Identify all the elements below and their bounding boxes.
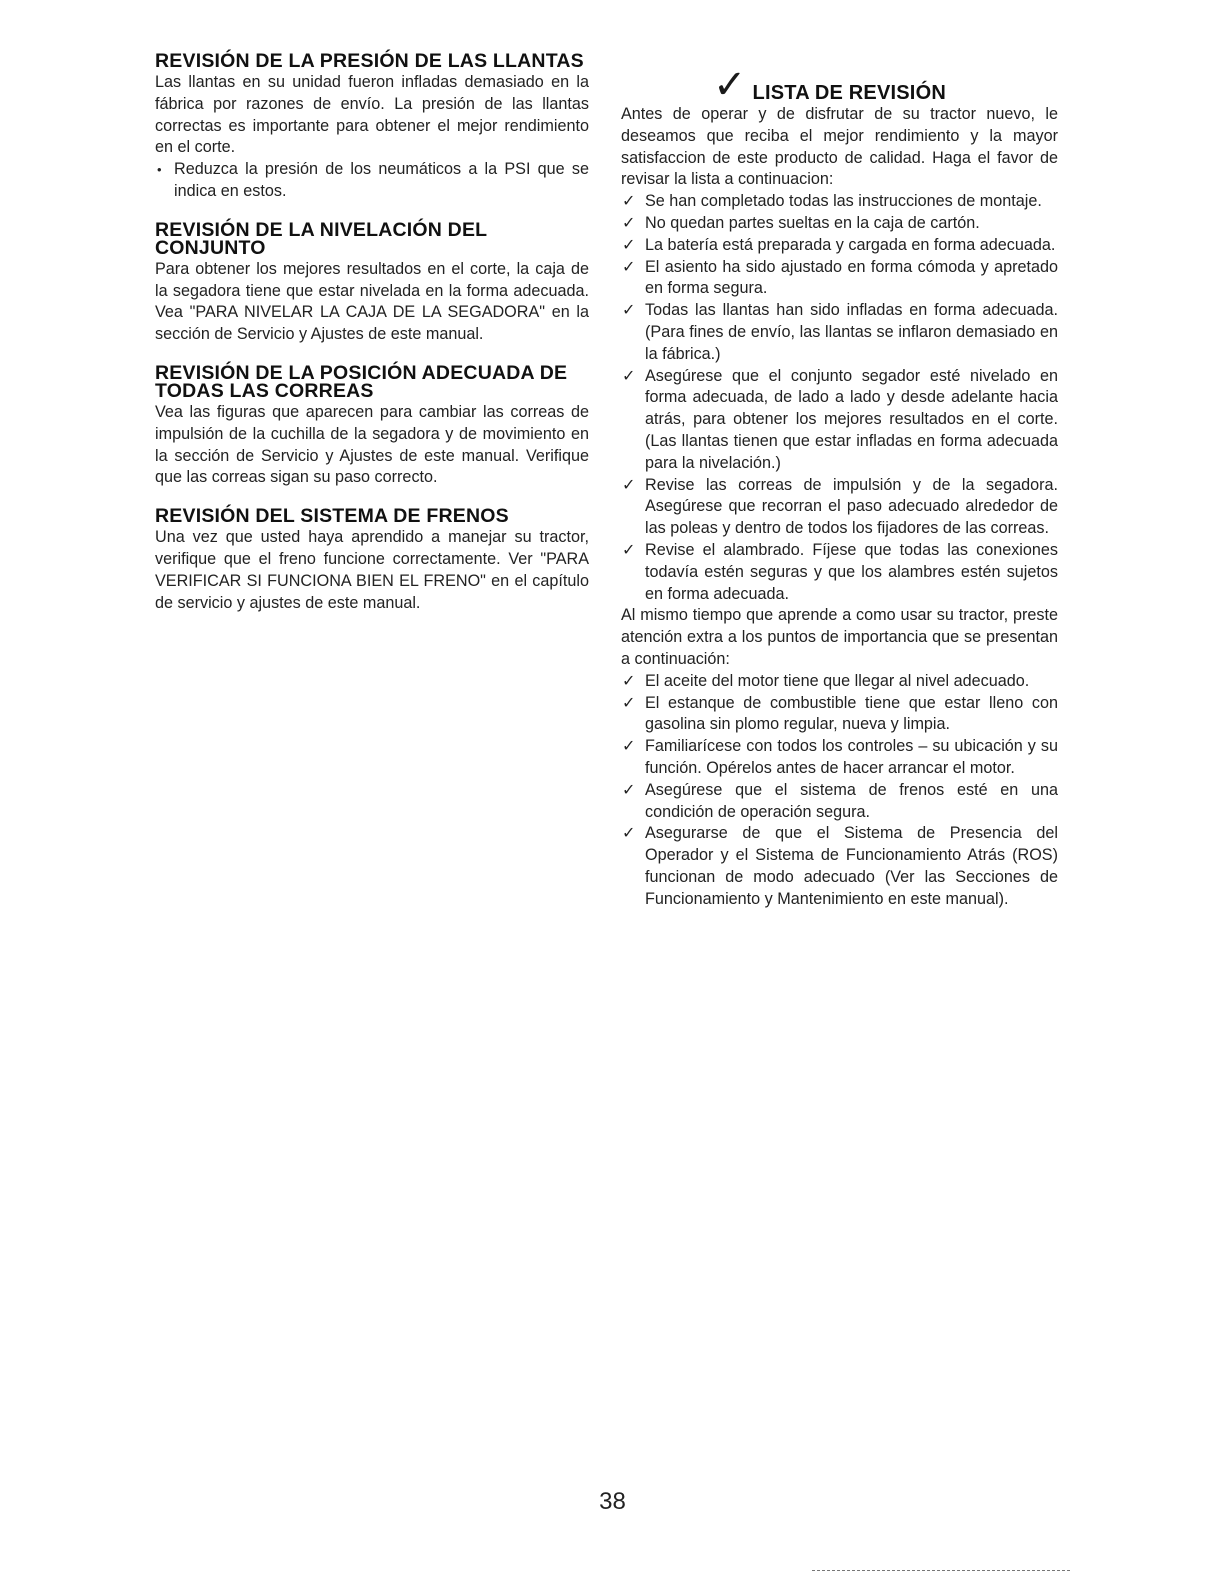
checklist-item xyxy=(621,693,1058,737)
bullet-item: • Reduzca la presión de los neumáticos a la PSI que se indica en estos. xyxy=(155,159,589,203)
checklist-item-text: Asegúrese que el sistema de frenos esté en una condición de operación segura. xyxy=(645,780,1058,821)
checklist-item xyxy=(621,736,1058,780)
checklist-item-text: La batería está preparada y cargada en forma adecuada. xyxy=(645,235,1056,254)
checklist-item xyxy=(621,823,1058,910)
right-column xyxy=(621,52,1058,910)
section-title: REVISIÓN DE LA POSICIÓN ADECUADA DE TODAS LAS CORREAS xyxy=(155,361,568,402)
checkmark-icon: ✓ xyxy=(622,258,636,276)
checkmark-icon: ✓ xyxy=(622,236,636,254)
checklist-item-text: El asiento ha sido ajustado en forma cómoda y apretado en forma segura. xyxy=(645,257,1058,298)
checklist-header xyxy=(621,63,1058,107)
checklist-item xyxy=(621,540,1058,605)
checklist-middle-text: Al mismo tiempo que aprende a como usar su tractor, preste atención extra a los puntos de importancia que se presentan a continuación: xyxy=(621,606,1058,668)
checkmark-icon: ✓ xyxy=(622,672,636,690)
checkmark-icon: ✓ xyxy=(622,302,636,320)
section-deck-leveling xyxy=(155,218,589,346)
checkmark-icon: ✓ xyxy=(622,694,636,712)
checklist-item-text: No quedan partes sueltas en la caja de cartón. xyxy=(645,213,980,232)
checkmark-icon: ✓ xyxy=(622,738,636,756)
section-title: REVISIÓN DE LA PRESIÓN DE LAS LLANTAS xyxy=(155,50,584,72)
checklist-item xyxy=(621,671,1058,693)
checkmark-icon: ✓ xyxy=(622,825,636,843)
checklist-item-text: Familiarícese con todos los controles – su ubicación y su función. Opérelos antes de hacer arrancar el motor. xyxy=(645,737,1058,777)
divider xyxy=(812,1570,1070,1571)
checklist-item xyxy=(621,300,1058,365)
checkmark-icon: ✓ xyxy=(622,367,636,385)
checklist-title: LISTA DE REVISIÓN xyxy=(752,82,946,104)
checklist-item xyxy=(621,257,1058,301)
checkmark-icon: ✓ xyxy=(713,63,747,107)
left-column xyxy=(155,52,589,632)
section-tire-pressure xyxy=(155,52,589,203)
checkmark-icon: ✓ xyxy=(622,781,636,799)
section-body: Las llantas en su unidad fueron infladas demasiado en la fábrica por razones de envío. La presión de las llantas correctas es importante para obtener el mejor rendimiento en el corte. xyxy=(155,73,589,157)
checklist xyxy=(621,191,1058,605)
checklist-item-text: El aceite del motor tiene que llegar al nivel adecuado. xyxy=(645,671,1030,690)
checklist-item-text: Todas las llantas han sido infladas en forma adecuada. (Para fines de envío, las llantas se inflaron demasiado en la fábrica.) xyxy=(645,301,1058,363)
checklist-item-text: Se han completado todas las instrucciones de montaje. xyxy=(645,192,1042,211)
page-number: 38 xyxy=(599,1488,626,1515)
section-body: Vea las figuras que aparecen para cambiar las correas de impulsión de la cuchilla de la segadora y de movimiento en la sección de Servicio y Ajustes de este manual. Verifique que las correas sigan su paso correcto. xyxy=(155,402,589,487)
checklist-item xyxy=(621,235,1058,257)
section-title: REVISIÓN DEL SISTEMA DE FRENOS xyxy=(155,505,509,528)
checklist-item xyxy=(621,366,1058,475)
checklist-item-text: Revise las correas de impulsión y de la segadora. Asegúrese que recorran el paso adecuado alrededor de las poleas y dentro de todos los fijadores de las correas. xyxy=(645,475,1058,538)
checkmark-icon: ✓ xyxy=(622,214,636,232)
checkmark-icon: ✓ xyxy=(622,476,636,494)
checklist-item-text: Asegurarse de que el Sistema de Presencia del Operador y el Sistema de Funcionamiento Atrás (ROS) funcionan de modo adecuado (Ver las Secciones de Funcionamiento y Mantenimiento en este manual). xyxy=(645,824,1058,908)
checklist-item-text: El estanque de combustible tiene que estar lleno con gasolina sin plomo regular, nueva y limpia. xyxy=(645,693,1058,734)
section-body: Una vez que usted haya aprendido a manejar su tractor, verifique que el freno funcione correctamente. Ver "PARA VERIFICAR SI FUNCIONA BIEN EL FRENO" en el capítulo de servicio y ajustes de este manual. xyxy=(155,528,589,612)
checklist-item xyxy=(621,213,1058,235)
section-belt-position xyxy=(155,361,589,489)
checklist-item-text: Revise el alambrado. Fíjese que todas las conexiones todavía estén seguras y que los alambres estén sujetos en forma adecuada. xyxy=(645,540,1058,603)
checklist-item xyxy=(621,780,1058,824)
section-brake-system xyxy=(155,507,589,614)
checklist-operation xyxy=(621,671,1058,911)
checkmark-icon: ✓ xyxy=(622,193,636,211)
checkmark-icon: ✓ xyxy=(622,541,636,559)
bullet-list xyxy=(155,159,589,203)
checklist-item xyxy=(621,191,1058,213)
checklist-item xyxy=(621,475,1058,540)
section-body: Para obtener los mejores resultados en el corte, la caja de la segadora tiene que estar nivelada en la forma adecuada. Vea "PARA NIVELAR LA CAJA DE LA SEGADORA" en la sección de Servicio y Ajustes de este manual. xyxy=(155,259,589,344)
checklist-intro: Antes de operar y de disfrutar de su tractor nuevo, le deseamos que reciba el mejor rendimiento y la mayor satisfaccion de este producto de calidad. Haga el favor de revisar la lista a continuacion: xyxy=(621,105,1058,189)
checklist-item-text: Asegúrese que el conjunto segador esté nivelado en forma adecuada, de lado a lado y desde adelante hacia atrás, para obtener los mejores resultados en el corte. (Las llantas tienen que estar infladas en forma adecuada para la nivelación.) xyxy=(645,366,1058,472)
section-title: REVISIÓN DE LA NIVELACIÓN DEL CONJUNTO xyxy=(155,218,487,259)
